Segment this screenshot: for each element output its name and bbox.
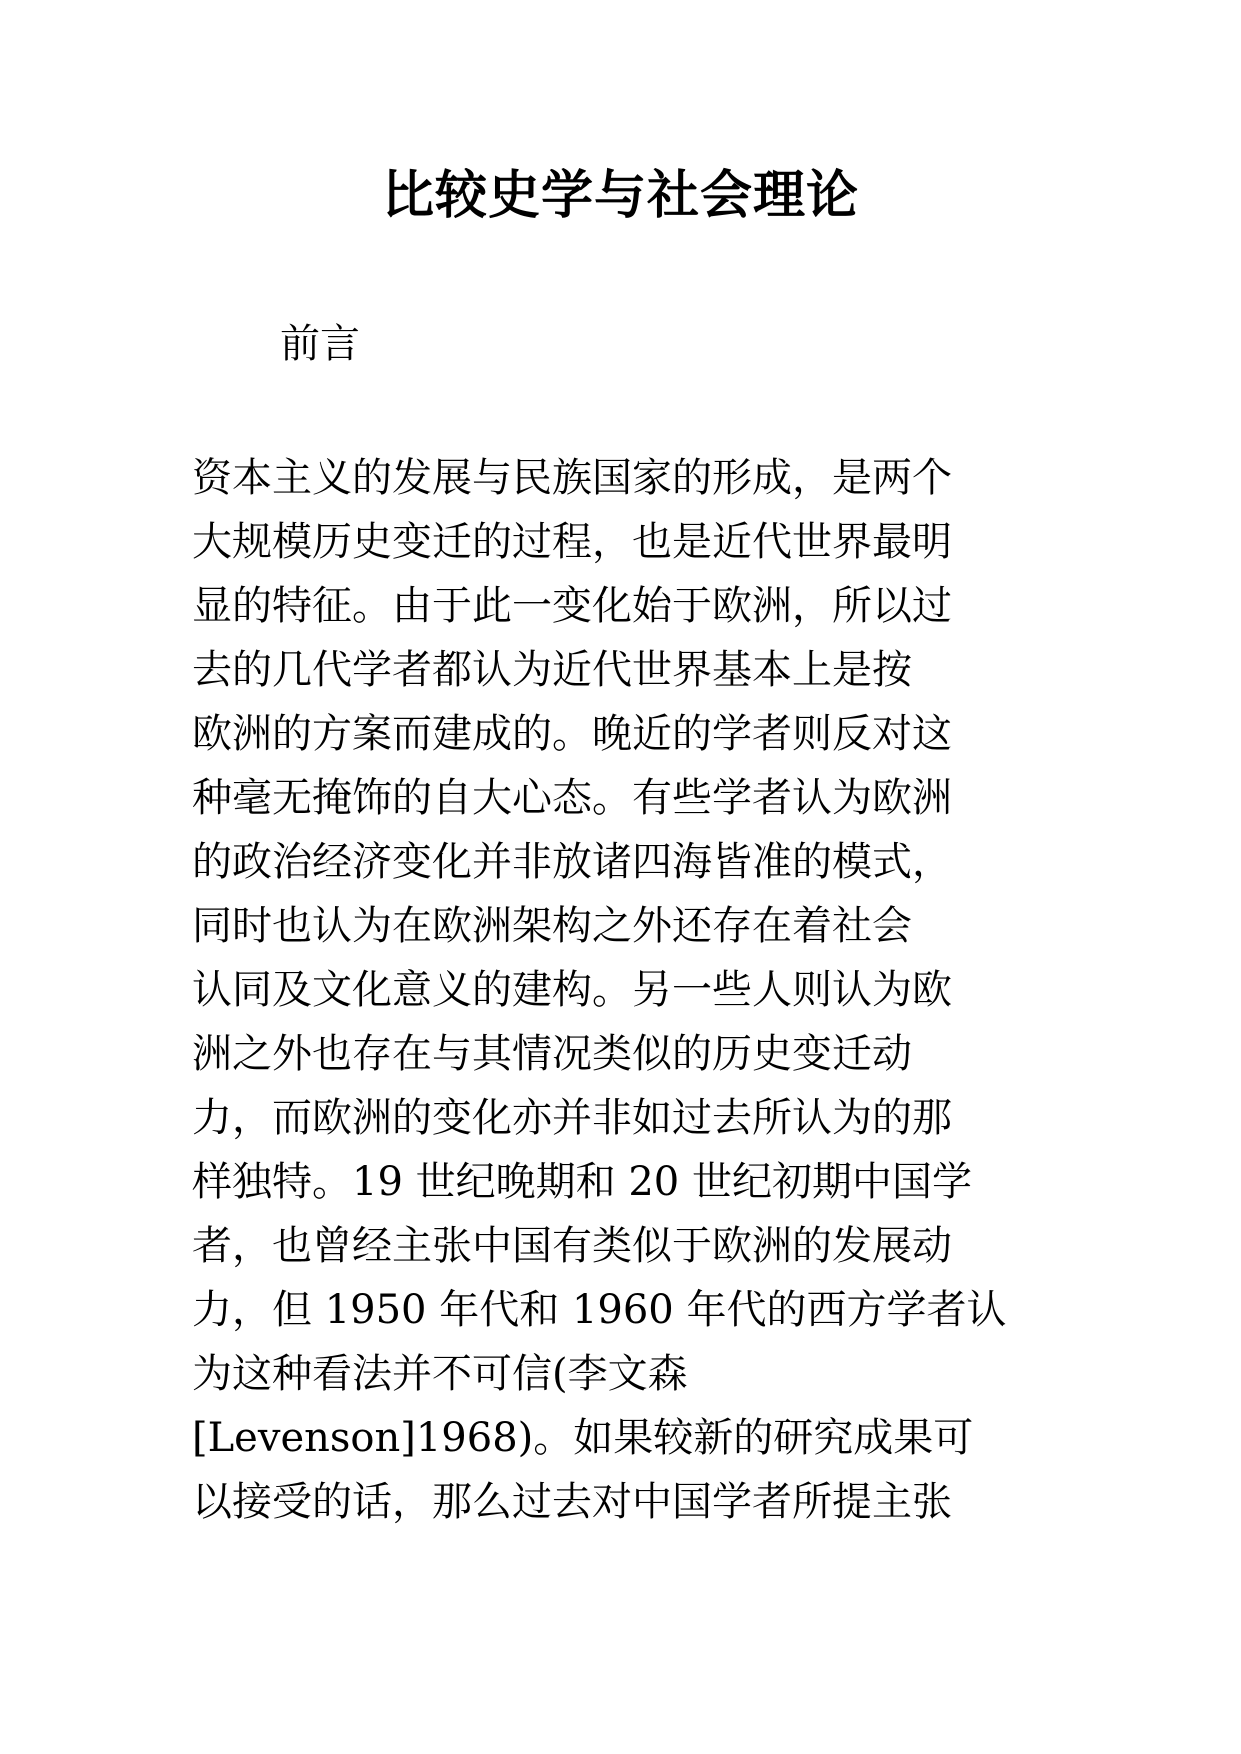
body-line: 的政治经济变化并非放诸四海皆准的模式，: [192, 839, 952, 885]
body-line: 欧洲的方案而建成的。晚近的学者则反对这: [192, 711, 952, 757]
document-title: 比较史学与社会理论: [381, 165, 859, 226]
body-line: 者，也曾经主张中国有类似于欧洲的发展动: [192, 1223, 952, 1269]
body-line: 资本主义的发展与民族国家的形成，是两个: [192, 455, 952, 501]
body-line: 以接受的话，那么过去对中国学者所提主张: [192, 1479, 952, 1525]
body-line: 同时也认为在欧洲架构之外还存在着社会: [192, 903, 912, 949]
section-heading: 前言: [280, 321, 360, 367]
body-line: 力，而欧洲的变化亦并非如过去所认为的那: [192, 1095, 952, 1141]
body-line: 认同及文化意义的建构。另一些人则认为欧: [192, 967, 952, 1013]
body-line: 样独特。19 世纪晚期和 20 世纪初期中国学: [192, 1159, 972, 1205]
body-line: 显的特征。由于此一变化始于欧洲，所以过: [192, 583, 952, 629]
body-line: 大规模历史变迁的过程，也是近代世界最明: [192, 519, 952, 565]
body-line: 为这种看法并不可信(李文森: [192, 1351, 688, 1397]
body-text: [192, 446, 1092, 1534]
body-line: 力，但 1950 年代和 1960 年代的西方学者认: [192, 1287, 1007, 1333]
body-line: 种毫无掩饰的自大心态。有些学者认为欧洲: [192, 775, 952, 821]
body-line: 去的几代学者都认为近代世界基本上是按: [192, 647, 912, 693]
body-line: [Levenson]1968)。如果较新的研究成果可: [192, 1415, 974, 1461]
body-line: 洲之外也存在与其情况类似的历史变迁动: [192, 1031, 912, 1077]
